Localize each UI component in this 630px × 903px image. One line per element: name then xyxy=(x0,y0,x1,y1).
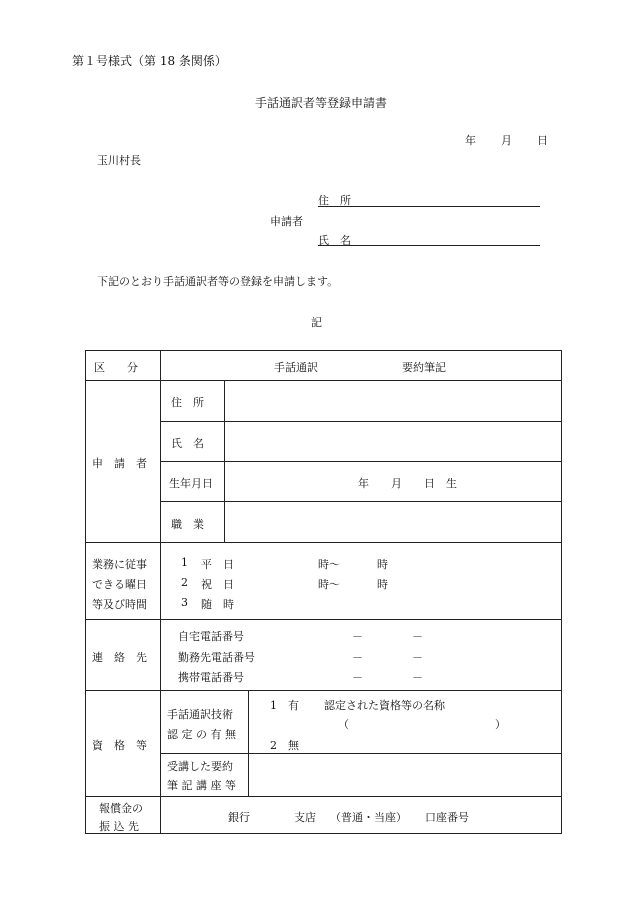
ki-label: 記 xyxy=(311,316,322,329)
availability-weekday: 平 日 xyxy=(201,558,234,571)
mobile-phone-dash-2[interactable]: － xyxy=(412,671,423,684)
form-number: 第１号様式（第 18 条関係） xyxy=(72,54,227,68)
applicant-name-label: 氏 名 xyxy=(318,234,351,247)
occupation-label: 職 業 xyxy=(171,518,204,531)
name-field[interactable] xyxy=(226,423,560,460)
applicant-address-label: 住 所 xyxy=(318,194,351,207)
availability-num-3: 3 xyxy=(181,596,188,609)
cert-name-label: 認定された資格等の名称 xyxy=(324,699,445,712)
availability-num-1: 1 xyxy=(181,556,188,569)
applicant-name-line[interactable] xyxy=(318,245,540,246)
applicant-group-label: 申 請 者 xyxy=(92,457,147,470)
date-year: 年 xyxy=(465,134,476,147)
work-phone-dash-1[interactable]: － xyxy=(352,651,363,664)
cert-name-field[interactable] xyxy=(352,714,492,730)
availability-label-1: 業務に従事 xyxy=(92,558,147,571)
page-title: 手話通訳者等登録申請書 xyxy=(255,96,388,110)
bank-label[interactable]: 銀行 xyxy=(228,811,250,824)
name-label: 氏 名 xyxy=(171,437,204,450)
birthdate-format[interactable]: 年 月 日 生 xyxy=(358,477,457,490)
availability-weekday-to[interactable]: 時 xyxy=(377,558,388,571)
cert-yes-option[interactable]: 1 有 xyxy=(270,699,299,712)
contact-label: 連 絡 先 xyxy=(92,651,147,664)
applicant-address-line[interactable] xyxy=(318,206,540,207)
statement: 下記のとおり手話通訳者等の登録を申請します。 xyxy=(97,275,339,288)
availability-num-2: 2 xyxy=(181,576,188,589)
availability-holiday-to[interactable]: 時 xyxy=(377,578,388,591)
availability-holiday-from[interactable]: 時〜 xyxy=(318,578,340,591)
cert-no-option[interactable]: 2 無 xyxy=(270,739,299,752)
payment-label-2: 振 込 先 xyxy=(99,820,139,833)
home-phone-dash-1[interactable]: － xyxy=(352,630,363,643)
branch-label[interactable]: 支店 xyxy=(294,811,316,824)
cert-label-2: 認 定 の 有 無 xyxy=(167,728,236,741)
date-day: 日 xyxy=(537,134,548,147)
date-month: 月 xyxy=(501,134,512,147)
course-label-2: 筆 記 講 座 等 xyxy=(167,779,236,792)
course-label-1: 受講した要約 xyxy=(167,760,233,773)
occupation-field[interactable] xyxy=(226,503,560,541)
category-option-sign-language[interactable]: 手話通訳 xyxy=(274,361,318,374)
account-type[interactable]: （普通・当座） xyxy=(330,811,407,824)
qualification-label: 資 格 等 xyxy=(92,739,147,752)
home-phone-label: 自宅電話番号 xyxy=(178,630,244,643)
cert-paren-close: ） xyxy=(495,718,506,731)
cert-paren-open: （ xyxy=(338,718,349,731)
address-label: 住 所 xyxy=(171,396,204,409)
work-phone-label: 勤務先電話番号 xyxy=(178,651,255,664)
cert-label-1: 手話通訳技術 xyxy=(167,708,233,721)
work-phone-dash-2[interactable]: － xyxy=(412,651,423,664)
mobile-phone-label: 携帯電話番号 xyxy=(178,671,244,684)
birthdate-label: 生年月日 xyxy=(169,477,213,490)
availability-label-2: できる曜日 xyxy=(92,578,147,591)
course-field[interactable] xyxy=(250,755,560,795)
availability-weekday-from[interactable]: 時〜 xyxy=(318,558,340,571)
applicant-label: 申請者 xyxy=(270,215,303,228)
addressee: 玉川村長 xyxy=(97,154,141,167)
account-number-label[interactable]: 口座番号 xyxy=(425,811,469,824)
availability-holiday: 祝 日 xyxy=(201,578,234,591)
mobile-phone-dash-1[interactable]: － xyxy=(352,671,363,684)
home-phone-dash-2[interactable]: － xyxy=(412,630,423,643)
payment-label-1: 報償金の xyxy=(99,802,143,815)
category-label: 区 分 xyxy=(94,361,138,374)
category-option-summary-writing[interactable]: 要約筆記 xyxy=(402,361,446,374)
availability-anytime[interactable]: 随 時 xyxy=(201,598,234,611)
availability-label-3: 等及び時間 xyxy=(92,598,147,611)
address-field[interactable] xyxy=(226,382,560,420)
